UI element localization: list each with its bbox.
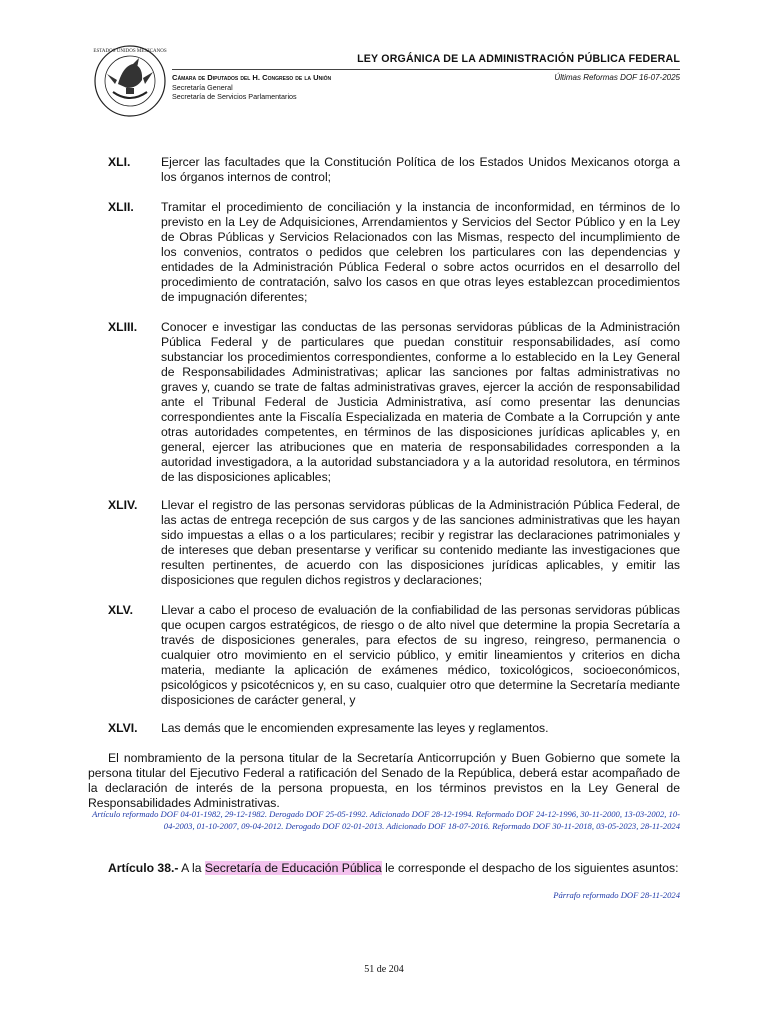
header-institution [172,73,331,102]
fraction-xliii [108,320,680,485]
fraction-xlii [108,200,680,305]
fraction-xliv [108,498,680,588]
header-divider [172,69,680,70]
article-38 [88,861,680,876]
fraction-text: Llevar el registro de las personas servidoras públicas de la Administración Pública Federal, de las actas de entrega recepción de sus cargos y de las sanciones administrativas que les hayan sido impuestas a ellas o a los particulares; recibir y registrar las declaraciones patrimoniales y de intereses que deban presentarse y verificar su contenido mediante las investigaciones que resulten pertinentes, de acuerdo con las disposiciones jurídicas aplicables, y emitir las disposiciones que regulen dichos registros y declaraciones; [161,498,680,587]
fraction-text: Las demás que le encomienden expresamente las leyes y reglamentos. [161,721,549,735]
page-number: 51 de 204 [364,964,404,975]
article-reform-note: Artículo reformado DOF 04-01-1982, 29-12-1982. Derogado DOF 25-05-1992. Adicionado DOF 28-12-1994. Reformado DOF 24-12-1996, 30-11-2000, 13-03-2002, 10-04-2003, 01-10-2007, 09-04-2012. Derogado DOF 02-01-2013. Adicionado DOF 18-07-2016. Reformado DOF 30-11-2018, 03-05-2023, 28-11-2024 [92,809,680,831]
seal-text: ESTADOS UNIDOS MEXICANOS [93,49,167,54]
fraction-number: XLIII. [108,320,138,334]
fraction-xli [108,155,680,185]
chamber-name: Cámara de Diputados del H. Congreso de la Unión [172,73,332,82]
fraction-text: Conocer e investigar las conductas de las personas servidoras públicas de la Administración Pública Federal y de particulares que puedan constituir responsabilidades, así como substanciar los procedimientos correspondientes, conforme a lo establecido en la Ley General de Responsabilidades Administrativas; aplicar las sanciones por faltas administrativas no graves y, cuando se trate de faltas administrativas graves, ejercer la acción de responsabilidad ante el Tribunal Federal de Justicia Administrativa, así como presentar las denuncias correspondientes ante la Fiscalía Especializada en materia de Combate a la Corrupción y ante otras autoridades competentes, en términos de las disposiciones jurídicas aplicables y, en general, ejercer las atribuciones que en materia de responsabilidades corresponden a la autoridad investigadora, a la autoridad substanciadora y a la autoridad resolutora, en términos de las disposiciones aplicables; [161,320,680,484]
fraction-text: Llevar a cabo el proceso de evaluación de la confiabilidad de las personas servidoras públicas que ocupen cargos estratégicos, de riesgo o de alto nivel que determine la propia Secretaría a través de disposiciones generales, para efectos de su ingreso, reingreso, permanencia o cualquier otro movimiento en el servicio público, y emitir lineamientos y criterios en dicha materia, mediante la aplicación de exámenes médico, toxicológicos, socioeconómicos, psicológicos y psicotécnicos y, en su caso, cualquier otro que determine la Secretaría mediante disposiciones de carácter general, y [161,603,680,707]
fraction-number: XLVI. [108,721,138,735]
fraction-number: XLIV. [108,498,138,512]
fraction-number: XLV. [108,603,134,617]
fraction-xlvi [108,721,680,736]
closing-paragraph-text: El nombramiento de la persona titular de la Secretaría Anticorrupción y Buen Gobierno que somete la persona titular del Ejecutivo Federal a ratificación del Senado de la República, deberá estar acompañado de la declaración de interés de la persona propuesta, en los términos previstos en la Ley General de Responsabilidades Administrativas. [88,751,680,810]
coat-of-arms-seal [93,44,167,118]
fraction-number: XLII. [108,200,134,214]
fraction-number: XLI. [108,155,131,169]
paragraph-reform-note: Párrafo reformado DOF 28-11-2024 [553,890,680,900]
fraction-xlv [108,603,680,708]
last-reforms: Últimas Reformas DOF 16-07-2025 [554,73,680,82]
highlighted-secretaria: Secretaría de Educación Pública [204,861,382,875]
servicios-parlamentarios: Secretaría de Servicios Parlamentarios [172,92,297,102]
article-38-label: Artículo 38.- [108,861,179,875]
article-38-after: le corresponde el despacho de los siguientes asuntos: [381,861,679,875]
article-38-before: A la [178,861,205,875]
fraction-text: Ejercer las facultades que la Constitución Política de los Estados Unidos Mexicanos otorga a los órganos internos de control; [161,155,680,184]
secretaria-general: Secretaría General [172,82,233,92]
closing-paragraph [88,751,680,811]
law-title: LEY ORGÁNICA DE LA ADMINISTRACIÓN PÚBLICA FEDERAL [357,53,680,65]
fraction-text: Tramitar el procedimiento de conciliación y la instancia de inconformidad, en términos de lo previsto en la Ley de Adquisiciones, Arrendamientos y Servicios del Sector Público y en la Ley de Obras Públicas y Servicios Relacionados con las Mismas, respecto del incumplimiento de los convenios, contratos o pedidos que celebren los particulares con las dependencias y entidades de la Administración Pública Federal o sobre actos ocurridos en el desarrollo del procedimiento de contratación, salvo los casos en que otras leyes establezcan procedimientos de impugnación diferentes; [161,200,680,304]
